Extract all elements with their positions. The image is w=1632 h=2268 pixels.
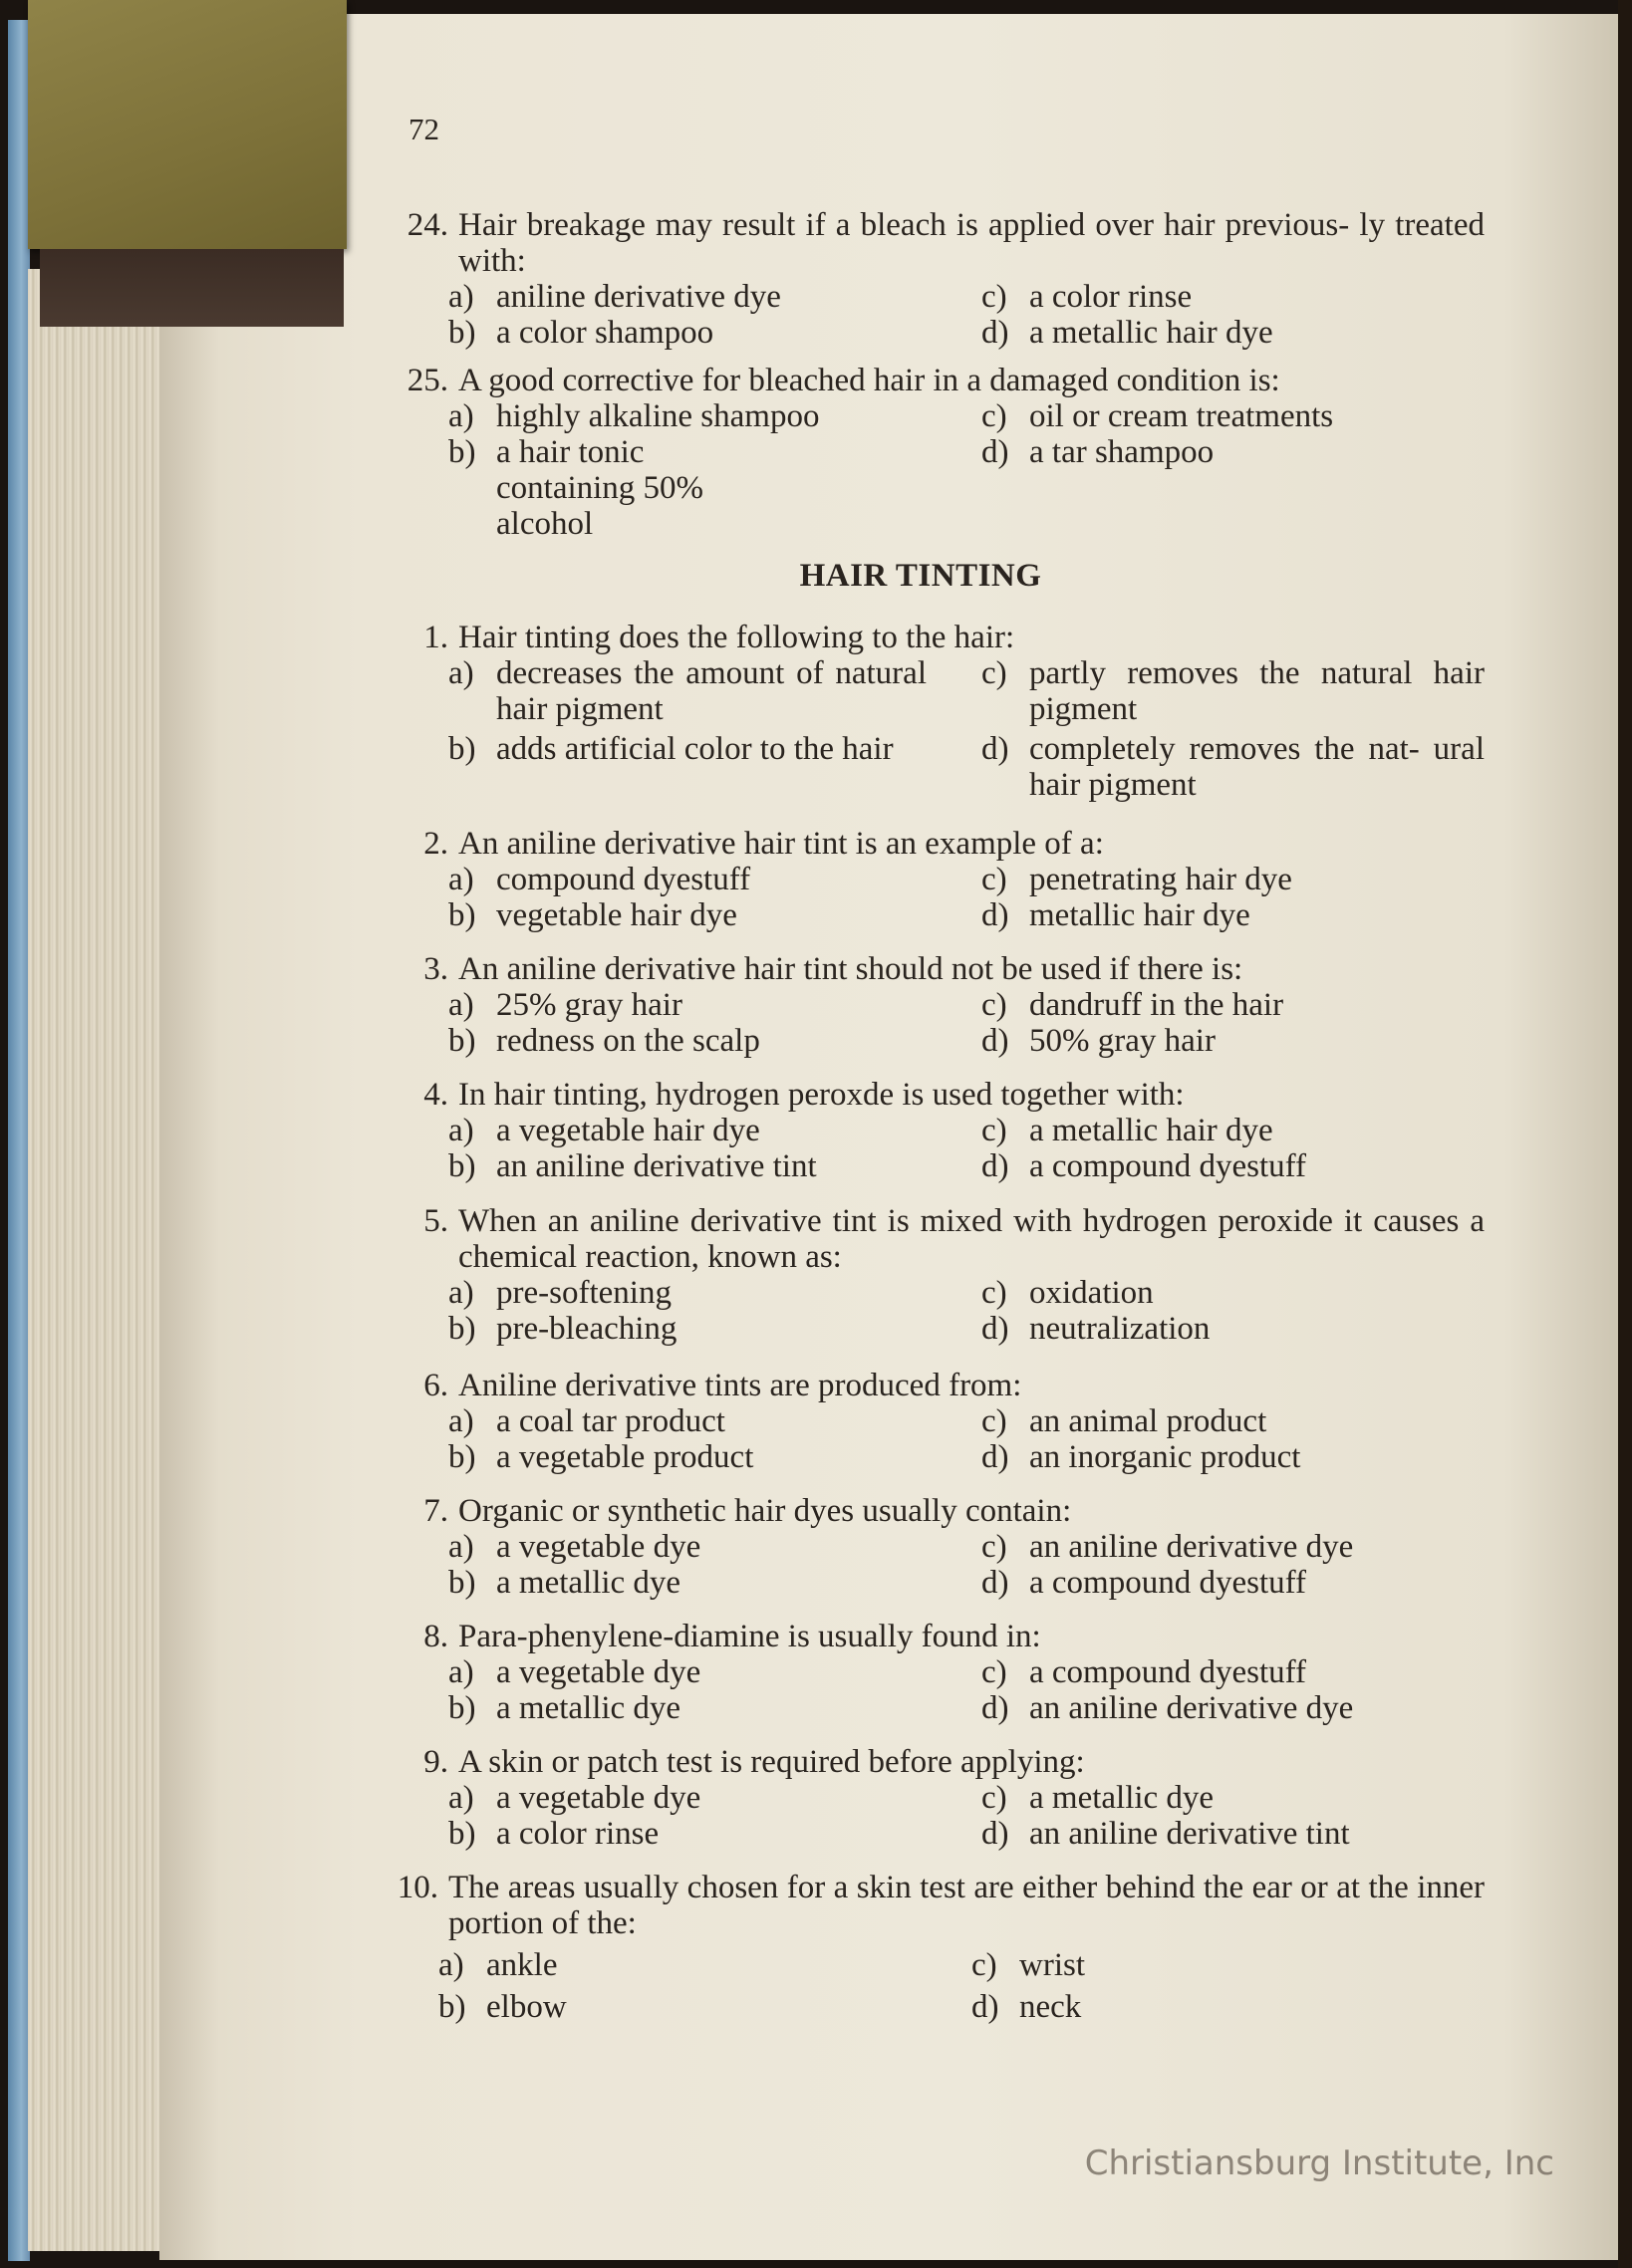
option-a[interactable]: a) a vegetable hair dye [448, 1113, 760, 1148]
answer-options [448, 1780, 1485, 1852]
option-c[interactable]: c) dandruff in the hair [981, 987, 1284, 1023]
option-c[interactable]: c) partly removes the natural hair pigment [981, 655, 1485, 727]
option-d[interactable]: d) an aniline derivative tint [981, 1816, 1350, 1852]
question-text: An aniline derivative hair tint is an example of a: [458, 826, 1104, 862]
option-b[interactable]: b) a metallic dye [448, 1565, 681, 1601]
option-a[interactable]: a) highly alkaline shampoo [448, 398, 820, 434]
option-a[interactable]: a) decreases the amount of natural hair pigment [448, 655, 927, 727]
question-text: Hair breakage may result if a bleach is applied over hair previous- ly treated with: [458, 207, 1485, 279]
question-text: When an aniline derivative tint is mixed with hydrogen peroxide it causes a chemical reaction, known as: [458, 1203, 1485, 1275]
question-number: 9. [423, 1744, 448, 1780]
option-d[interactable]: d) a metallic hair dye [981, 315, 1273, 351]
answer-options [448, 1275, 1485, 1347]
question-text: Para-phenylene-diamine is usually found in: [458, 1619, 1041, 1654]
option-a[interactable]: a) a vegetable dye [448, 1529, 701, 1565]
option-c[interactable]: c) an aniline derivative dye [981, 1529, 1354, 1565]
question-text: Aniline derivative tints are produced from: [458, 1368, 1022, 1403]
answer-options [448, 655, 1485, 803]
option-c[interactable]: c) wrist [971, 1947, 1085, 1983]
question-25 [399, 363, 1485, 542]
option-b[interactable]: b) redness on the scalp [448, 1023, 760, 1059]
option-c[interactable]: c) a metallic dye [981, 1780, 1215, 1816]
question-number: 25. [407, 363, 448, 398]
answer-options [448, 398, 1485, 542]
question-text: The areas usually chosen for a skin test are either behind the ear or at the inner portion of the: [448, 1870, 1485, 1941]
option-b[interactable]: b) a color rinse [448, 1816, 660, 1852]
option-c[interactable]: c) a color rinse [981, 279, 1193, 315]
question-24 [399, 207, 1485, 351]
question-8 [399, 1619, 1485, 1726]
answer-options [448, 987, 1485, 1059]
option-a[interactable]: a) aniline derivative dye [448, 279, 781, 315]
option-a[interactable]: a) a vegetable dye [448, 1654, 701, 1690]
question-text: A good corrective for bleached hair in a damaged condition is: [458, 363, 1280, 398]
question-number: 24. [407, 207, 448, 243]
section-heading: HAIR TINTING [799, 558, 1042, 594]
answer-options [448, 862, 1485, 933]
option-b[interactable]: b) elbow [438, 1989, 567, 2025]
option-b[interactable]: b) vegetable hair dye [448, 897, 737, 933]
option-b[interactable]: b) a vegetable product [448, 1439, 754, 1475]
question-9 [399, 1744, 1485, 1852]
option-b[interactable]: b) a hair tonic containing 50% alcohol [448, 434, 704, 542]
question-number: 4. [423, 1077, 448, 1113]
question-text: An aniline derivative hair tint should not be used if there is: [458, 951, 1243, 987]
option-d[interactable]: d) metallic hair dye [981, 897, 1250, 933]
option-b[interactable]: b) an aniline derivative tint [448, 1148, 817, 1184]
option-d[interactable]: d) neutralization [981, 1311, 1211, 1347]
question-number: 1. [423, 620, 448, 655]
question-5 [399, 1203, 1485, 1347]
option-c[interactable]: c) a metallic hair dye [981, 1113, 1273, 1148]
option-a[interactable]: a) pre-softening [448, 1275, 672, 1311]
question-3 [399, 951, 1485, 1059]
option-d[interactable]: d) an inorganic product [981, 1439, 1301, 1475]
option-c[interactable]: c) penetrating hair dye [981, 862, 1292, 897]
question-number: 10. [397, 1870, 438, 1905]
option-d[interactable]: d) an aniline derivative dye [981, 1690, 1354, 1726]
question-text: A skin or patch test is required before applying: [458, 1744, 1085, 1780]
option-b[interactable]: b) a metallic dye [448, 1690, 681, 1726]
question-number: 3. [423, 951, 448, 987]
question-number: 7. [423, 1493, 448, 1529]
question-1 [399, 620, 1485, 803]
option-d[interactable]: d) 50% gray hair [981, 1023, 1216, 1059]
option-d[interactable]: d) a compound dyestuff [981, 1148, 1307, 1184]
option-b[interactable]: b) pre-bleaching [448, 1311, 678, 1347]
watermark-text: Christiansburg Institute, Inc [1084, 2143, 1554, 2183]
question-10 [379, 1870, 1485, 2025]
question-text: Organic or synthetic hair dyes usually contain: [458, 1493, 1072, 1529]
page-number: 72 [408, 112, 439, 146]
answer-options [448, 279, 1485, 351]
question-7 [399, 1493, 1485, 1601]
question-2 [399, 826, 1485, 933]
question-number: 5. [423, 1203, 448, 1239]
option-c[interactable]: c) oxidation [981, 1275, 1154, 1311]
option-a[interactable]: a) compound dyestuff [448, 862, 751, 897]
option-a[interactable]: a) a vegetable dye [448, 1780, 701, 1816]
question-number: 6. [423, 1368, 448, 1403]
answer-options [448, 1113, 1485, 1184]
option-d[interactable]: d) neck [971, 1989, 1082, 2025]
answer-options [448, 1529, 1485, 1601]
option-a[interactable]: a) 25% gray hair [448, 987, 682, 1023]
question-text: Hair tinting does the following to the hair: [458, 620, 1015, 655]
option-d[interactable]: d) completely removes the nat- ural hair pigment [981, 731, 1485, 803]
option-c[interactable]: c) oil or cream treatments [981, 398, 1334, 434]
option-c[interactable]: c) a compound dyestuff [981, 1654, 1307, 1690]
answer-options [448, 1654, 1485, 1726]
answer-options [438, 1947, 1485, 2025]
answer-options [448, 1403, 1485, 1475]
option-d[interactable]: d) a tar shampoo [981, 434, 1215, 470]
option-d[interactable]: d) a compound dyestuff [981, 1565, 1307, 1601]
question-4 [399, 1077, 1485, 1184]
option-c[interactable]: c) an animal product [981, 1403, 1267, 1439]
option-a[interactable]: a) ankle [438, 1947, 558, 1983]
option-b[interactable]: b) a color shampoo [448, 315, 714, 351]
option-a[interactable]: a) a coal tar product [448, 1403, 725, 1439]
question-number: 2. [423, 826, 448, 862]
question-text: In hair tinting, hydrogen peroxde is used together with: [458, 1077, 1185, 1113]
question-number: 8. [423, 1619, 448, 1654]
option-b[interactable]: b) adds artificial color to the hair [448, 731, 894, 767]
question-6 [399, 1368, 1485, 1475]
